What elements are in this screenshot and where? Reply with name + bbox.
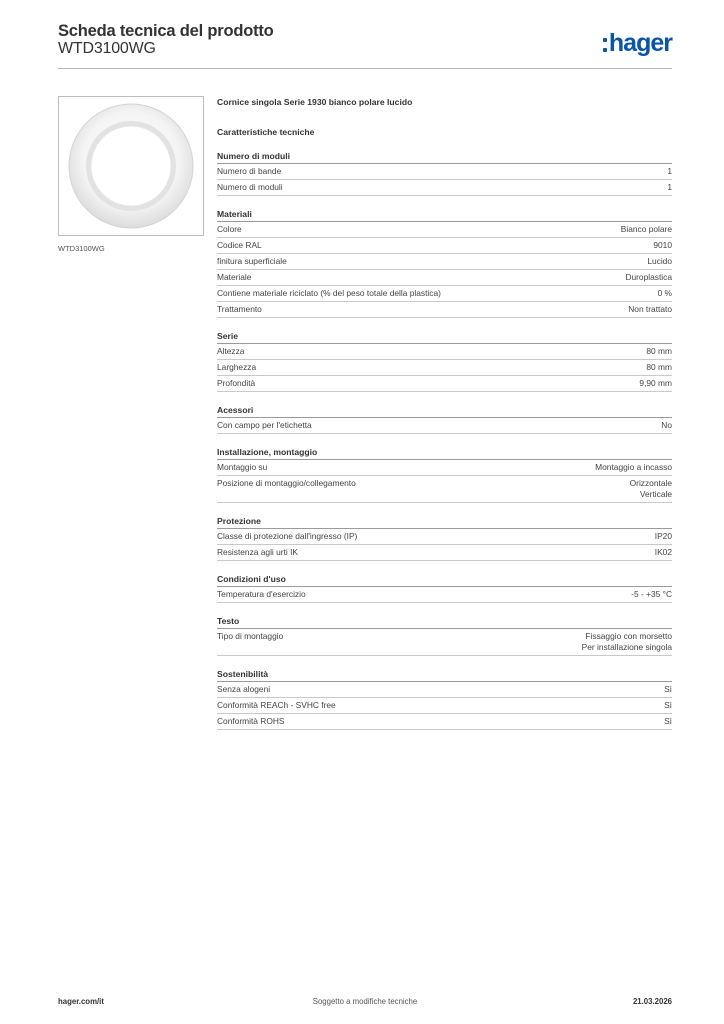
spec-value [658, 288, 672, 299]
spec-row [217, 302, 672, 318]
spec-label: finitura superficiale [217, 256, 287, 266]
spec-label: Temperatura d'esercizio [217, 589, 306, 599]
spec-label: Larghezza [217, 362, 257, 372]
image-caption: WTD3100WG [58, 244, 105, 253]
product-code: WTD3100WG [58, 40, 156, 57]
spec-value-line: Duroplastica [625, 272, 672, 282]
section-title: Installazione, montaggio [217, 446, 672, 460]
spec-row [217, 180, 672, 196]
spec-row [217, 344, 672, 360]
spec-label: Montaggio su [217, 462, 268, 472]
spec-value-line: 0 % [657, 288, 672, 298]
spec-value [647, 256, 672, 267]
spec-value-line: Sì [664, 684, 672, 694]
spec-value [661, 420, 672, 431]
section-title: Sostenibilità [217, 668, 672, 682]
spec-content [217, 96, 672, 742]
spec-value-line: IK02 [654, 547, 672, 557]
spec-label: Resistenza agli urti IK [217, 547, 298, 557]
spec-label: Materiale [217, 272, 252, 282]
spec-label: Numero di moduli [217, 182, 283, 192]
section-title: Materiali [217, 208, 672, 222]
spec-row [217, 460, 672, 476]
spec-value-line: Per installazione singola [581, 642, 672, 652]
spec-row [217, 164, 672, 180]
spec-value-line: Bianco polare [620, 224, 672, 234]
spec-label: Senza alogeni [217, 684, 271, 694]
footer-website: hager.com/it [58, 997, 104, 1006]
spec-value-line: 80 mm [646, 346, 672, 356]
spec-value-line: Montaggio a incasso [595, 462, 672, 472]
spec-row [217, 476, 672, 503]
spec-value [664, 716, 672, 727]
spec-section [217, 615, 672, 656]
product-name: Cornice singola Serie 1930 bianco polare lucido [217, 97, 413, 107]
spec-row [217, 545, 672, 561]
spec-value-line: 9010 [653, 240, 672, 250]
spec-row [217, 254, 672, 270]
spec-row [217, 698, 672, 714]
spec-section [217, 668, 672, 730]
spec-value-line: -5 - +35 °C [631, 589, 672, 599]
spec-value [664, 700, 672, 711]
spec-value [625, 272, 672, 283]
spec-label: Contiene materiale riciclato (% del peso totale della plastica) [217, 288, 441, 298]
spec-value [664, 684, 672, 695]
page-footer [58, 997, 672, 1009]
spec-label: Conformità REACh - SVHC free [217, 700, 336, 710]
spec-section [217, 330, 672, 392]
spec-row [217, 629, 672, 656]
spec-value-line: 1 [667, 182, 672, 192]
spec-value [639, 378, 672, 389]
round-frame-image [59, 97, 203, 235]
spec-label: Numero di bande [217, 166, 282, 176]
spec-value [621, 224, 672, 235]
spec-row [217, 714, 672, 730]
spec-value [667, 166, 672, 177]
spec-value [667, 182, 672, 193]
spec-section [217, 446, 672, 503]
spec-value [628, 304, 672, 315]
page-title: Scheda tecnica del prodotto [58, 22, 274, 40]
spec-row [217, 529, 672, 545]
spec-section [217, 404, 672, 434]
spec-value [582, 631, 672, 653]
section-title: Numero di moduli [217, 150, 672, 164]
spec-value-line: Fissaggio con morsetto [585, 631, 672, 641]
hager-logo [603, 28, 672, 58]
spec-value-line: 80 mm [646, 362, 672, 372]
spec-value [653, 240, 672, 251]
spec-value-line: Non trattato [628, 304, 672, 314]
logo-text: hager [608, 29, 672, 57]
spec-value [646, 362, 672, 373]
spec-value-line: IP20 [654, 531, 672, 541]
spec-label: Codice RAL [217, 240, 262, 250]
footer-date: 21.03.2026 [632, 997, 672, 1006]
spec-value-line: 9,90 mm [639, 378, 672, 388]
section-title: Testo [217, 615, 672, 629]
spec-row [217, 222, 672, 238]
spec-label: Tipo di montaggio [217, 631, 284, 641]
product-image [58, 96, 204, 236]
spec-value-line: Lucido [647, 256, 672, 266]
spec-label: Colore [217, 224, 242, 234]
spec-value-line: 1 [667, 166, 672, 176]
logo-dots-icon [603, 38, 607, 52]
spec-value-line: Sì [664, 700, 672, 710]
section-title: Protezione [217, 515, 672, 529]
spec-value [595, 462, 672, 473]
spec-row [217, 418, 672, 434]
spec-row [217, 286, 672, 302]
spec-row [217, 238, 672, 254]
spec-section [217, 515, 672, 561]
footer-note: Soggetto a modifiche tecniche [312, 997, 418, 1006]
spec-value [646, 346, 672, 357]
spec-value [655, 547, 672, 558]
spec-value [630, 478, 672, 500]
spec-label: Profondità [217, 378, 256, 388]
spec-value-line: Sì [664, 716, 672, 726]
tech-heading: Caratteristiche tecniche [217, 127, 315, 137]
spec-row [217, 270, 672, 286]
spec-row [217, 360, 672, 376]
section-title: Serie [217, 330, 672, 344]
spec-value-line: Orizzontale [629, 478, 672, 488]
spec-section [217, 573, 672, 603]
spec-label: Classe di protezione dall'ingresso (IP) [217, 531, 358, 541]
spec-label: Con campo per l'etichetta [217, 420, 312, 430]
spec-label: Trattamento [217, 304, 262, 314]
spec-section [217, 208, 672, 318]
spec-label: Posizione di montaggio/collegamento [217, 478, 356, 488]
spec-section [217, 150, 672, 196]
spec-row [217, 682, 672, 698]
page-header [58, 20, 672, 70]
section-title: Condizioni d'uso [217, 573, 672, 587]
spec-label: Altezza [217, 346, 245, 356]
section-title: Acessori [217, 404, 672, 418]
spec-value-line: Verticale [639, 489, 672, 499]
spec-value [631, 589, 672, 600]
spec-value-line: No [661, 420, 672, 430]
spec-value [655, 531, 672, 542]
header-divider [58, 68, 672, 69]
spec-row [217, 376, 672, 392]
spec-sections [217, 150, 672, 730]
spec-row [217, 587, 672, 603]
spec-label: Conformità ROHS [217, 716, 285, 726]
